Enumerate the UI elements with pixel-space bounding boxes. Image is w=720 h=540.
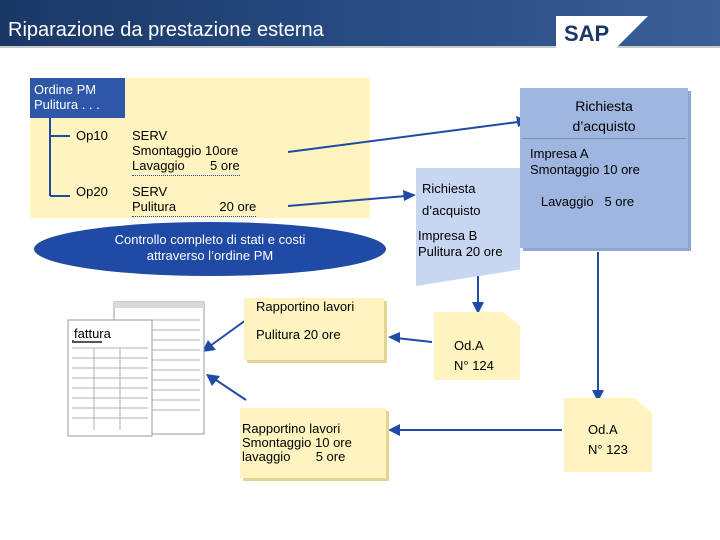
order-box — [30, 78, 125, 118]
op20-service: SERV Pulitura 20 ore — [132, 184, 256, 217]
op10-label: Op10 — [76, 128, 108, 143]
control-text: Controllo completo di stati e costi attraverso l’ordine PM — [114, 232, 306, 263]
invoice-stack-icon — [66, 300, 206, 440]
request-mid: Richiesta d’acquisto — [422, 181, 481, 218]
request-divider — [522, 138, 686, 139]
impresa-b: Impresa B Pulitura 20 ore — [418, 228, 503, 259]
impresa-a: Impresa A Smontaggio 10 ore Lavaggio 5 ore — [530, 146, 640, 209]
oda-124: Od.A N° 124 — [454, 338, 494, 373]
control-oval — [34, 222, 386, 276]
oda-123: Od.A N° 123 — [588, 422, 628, 457]
rapportino-1: Rapportino lavori Pulitura 20 ore — [256, 299, 355, 342]
sap-logo — [556, 16, 648, 48]
order-title: Ordine PM Pulitura . . . — [34, 82, 100, 112]
page-title: Riparazione da prestazione esterna — [8, 19, 324, 41]
op10-service: SERV Smontaggio 10ore Lavaggio 5 ore — [132, 128, 240, 176]
sap-logo-text: SAP — [564, 21, 610, 46]
request-top: Richiesta d’acquisto — [572, 98, 636, 134]
op20-label: Op20 — [76, 184, 108, 199]
rapportino-2: Rapportino lavori Smontaggio 10 ore lavaggio 5 ore — [242, 421, 352, 464]
invoice-label: fattura — [74, 326, 111, 341]
